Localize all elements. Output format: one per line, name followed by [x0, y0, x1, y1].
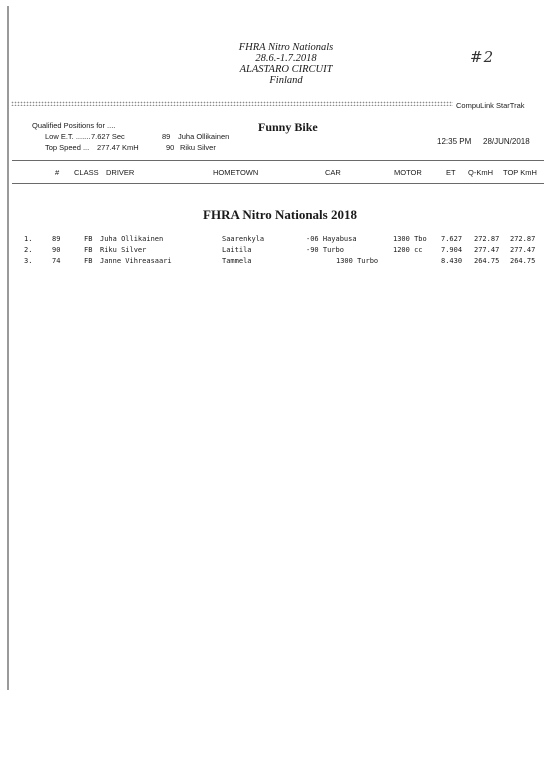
low-et-label: Low E.T. ....... [45, 132, 91, 141]
row-car: -06 Hayabusa [306, 235, 357, 243]
row-driver: Riku Silver [100, 246, 147, 254]
row-top-kmh: 264.75 [510, 257, 536, 265]
column-car: CAR [325, 168, 341, 177]
row-number: 74 [52, 257, 61, 265]
row-hometown: Tammela [222, 257, 252, 265]
row-driver: Juha Ollikainen [100, 235, 164, 243]
row-car: -90 Turbo [306, 246, 344, 254]
row-number: 89 [52, 235, 61, 243]
row-q-kmh: 277.47 [474, 246, 500, 254]
column-driver: DRIVER [106, 168, 135, 177]
row-position: 2. [24, 246, 33, 254]
column-et: ET [446, 168, 456, 177]
low-et-car: 89 [162, 132, 171, 141]
row-motor: 1300 Tbo [393, 235, 427, 243]
row-top-kmh: 272.87 [510, 235, 536, 243]
report-date: 28/JUN/2018 [483, 137, 530, 146]
row-car: 1300 Turbo [336, 257, 379, 265]
event-venue: ALASTARO CIRCUIT [239, 64, 333, 75]
top-speed-label: Top Speed ... [45, 143, 90, 152]
row-class: FB [84, 246, 93, 254]
top-speed-car: 90 [166, 143, 175, 152]
top-speed-value: 277.47 KmH [97, 143, 139, 152]
row-motor: 1200 cc [393, 246, 423, 254]
dotted-separator [11, 101, 453, 106]
low-et-driver: Juha Ollikainen [178, 132, 230, 141]
event-name: FHRA Nitro Nationals [238, 42, 334, 53]
row-position: 1. [24, 235, 33, 243]
row-et: 7.627 [441, 235, 463, 243]
row-number: 90 [52, 246, 61, 254]
row-top-kmh: 277.47 [510, 246, 536, 254]
header-rule-bottom [12, 183, 544, 184]
row-q-kmh: 264.75 [474, 257, 500, 265]
qualified-heading: Qualified Positions for .... [32, 121, 116, 130]
row-position: 3. [24, 257, 33, 265]
column-top-kmh: TOP KmH [503, 168, 537, 177]
row-hometown: Laitila [222, 246, 252, 254]
race-title: FHRA Nitro Nationals 2018 [203, 207, 357, 222]
report-time: 12:35 PM [437, 137, 472, 146]
event-country: Finland [269, 75, 303, 86]
row-q-kmh: 272.87 [474, 235, 500, 243]
column-class: CLASS [74, 168, 99, 177]
column-q-kmh: Q-KmH [468, 168, 493, 177]
column-hometown: HOMETOWN [213, 168, 259, 177]
row-class: FB [84, 235, 93, 243]
top-speed-driver: Riku Silver [180, 143, 216, 152]
class-title: Funny Bike [258, 120, 318, 134]
row-et: 8.430 [441, 257, 463, 265]
row-class: FB [84, 257, 93, 265]
row-driver: Janne Vihreasaari [100, 257, 172, 265]
row-hometown: Saarenkyla [222, 235, 265, 243]
header-rule-top [12, 160, 544, 161]
low-et-value: 7.627 Sec [91, 132, 125, 141]
timing-system-brand: CompuLink StarTrak [456, 101, 525, 110]
left-margin-rule [7, 6, 9, 690]
handwritten-note: #2 [470, 48, 495, 66]
event-dates: 28.6.-1.7.2018 [255, 53, 317, 64]
column-number: # [55, 168, 60, 177]
column-motor: MOTOR [394, 168, 422, 177]
row-et: 7.904 [441, 246, 463, 254]
